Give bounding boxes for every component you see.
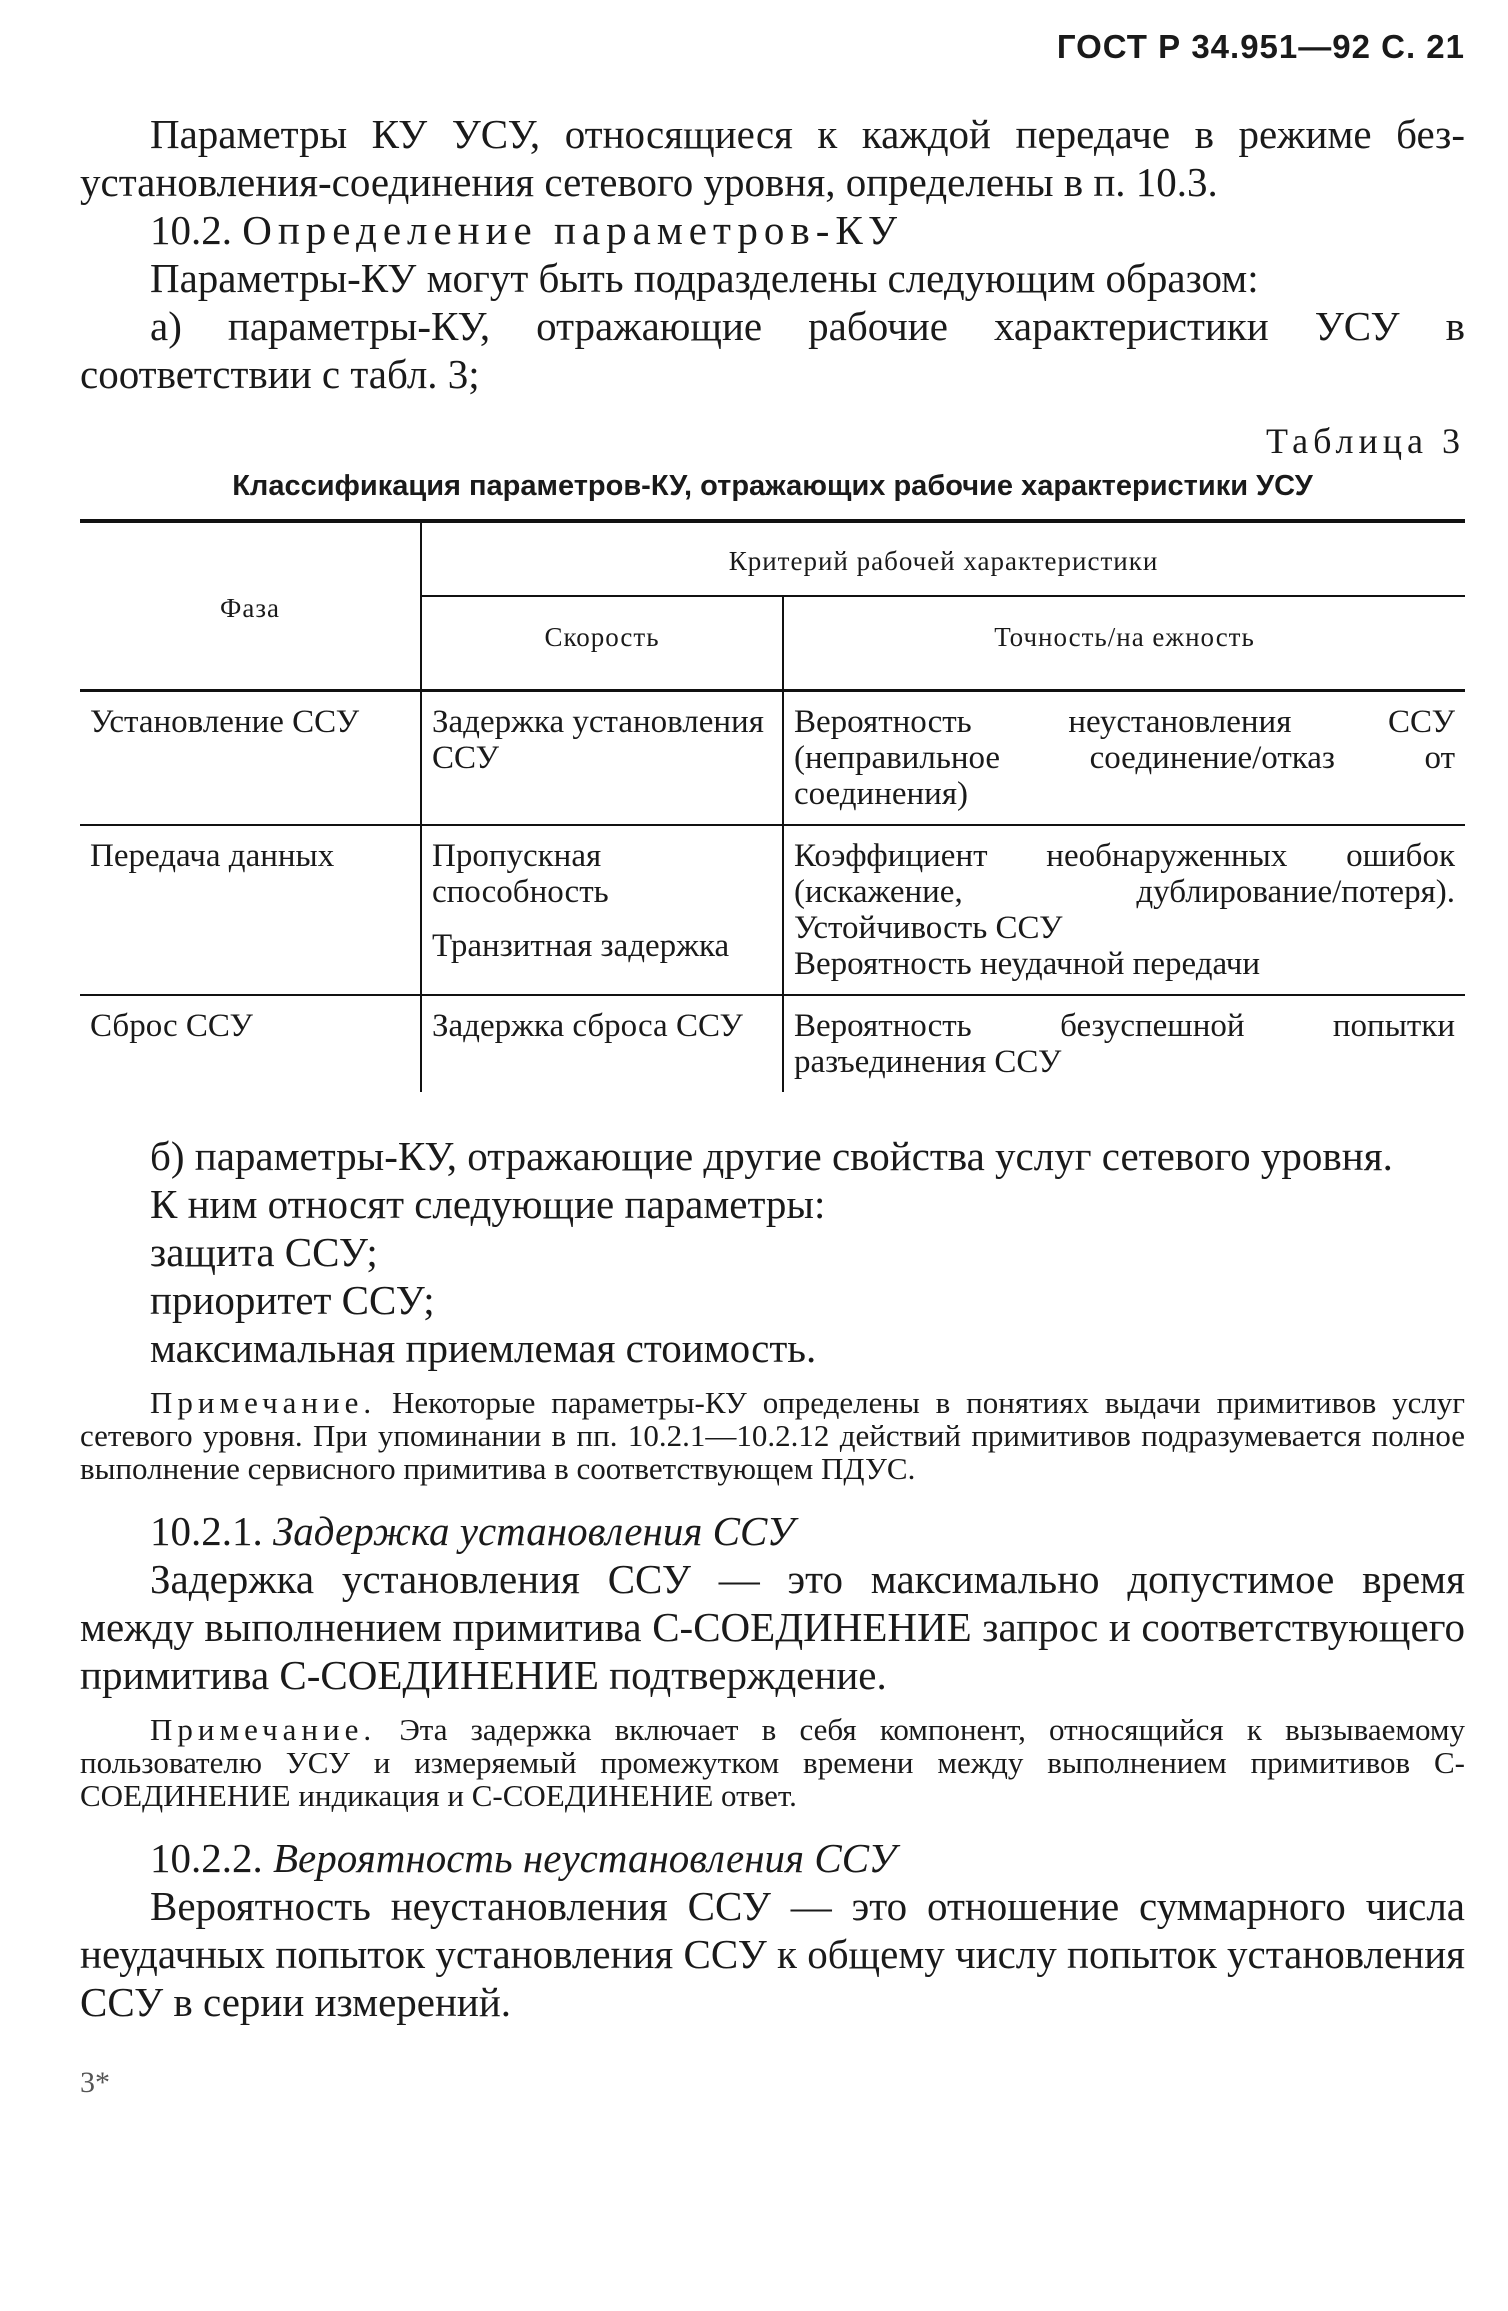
item-b: б) параметры-КУ, отражающие другие свойства услуг сетевого уровня. — [150, 1133, 1393, 1179]
cell-accuracy: Вероятность безуспешной попытки разъединения ССУ — [783, 995, 1465, 1092]
header-speed: Скорость — [421, 596, 783, 691]
table-row — [80, 691, 1465, 826]
cell-phase: Сброс ССУ — [90, 1008, 253, 1044]
cell-speed: Задержка сброса ССУ — [421, 995, 783, 1092]
cell-accuracy-item: Коэффициент необнаруженных ошибок (искажение, дублирование/потеря). Устойчивость ССУ — [794, 838, 1455, 946]
cell-accuracy: Вероятность неустановления ССУ (неправильное соединение/отказ от соединения) — [783, 691, 1465, 826]
cell-speed-item: Пропускная способность — [432, 838, 609, 910]
note-label: Примечание. — [150, 1712, 377, 1747]
cell-accuracy — [783, 825, 1465, 995]
list-item: защита ССУ; — [150, 1229, 378, 1275]
note-text: Эта задержка включает в себя компонент, относящийся к вызываемому пользователю УСУ и измеряемый промежутком времени между выполнением примитивов С-СОЕДИНЕНИЕ индикация и С-СОЕДИНЕНИЕ ответ. — [80, 1712, 1466, 1813]
section-title: Задержка установления ССУ — [273, 1508, 795, 1554]
cell-speed: Задержка установления ССУ — [421, 691, 783, 826]
cell-speed — [421, 825, 783, 995]
list-item: приоритет ССУ; — [150, 1277, 435, 1323]
cell-speed-item: Транзитная задержка — [432, 928, 730, 964]
qos-table — [80, 523, 1465, 1092]
section-10-2-2-heading — [80, 1834, 1465, 1882]
section-number: 10.2.1. — [150, 1508, 263, 1554]
note-2 — [80, 1713, 1465, 1812]
page-footer: 3* — [80, 2066, 110, 2099]
table-caption: Таблица 3 — [1266, 421, 1465, 461]
page-header: ГОСТ Р 34.951—92 С. 21 — [1056, 28, 1465, 65]
document-page — [80, 28, 1465, 2100]
table-row — [80, 825, 1465, 995]
list-item: максимальная приемлемая стоимость. — [150, 1325, 817, 1371]
section-10-2-heading — [80, 206, 1465, 254]
table-row — [80, 995, 1465, 1092]
cell-phase: Передача данных — [80, 825, 421, 995]
note-1 — [80, 1386, 1465, 1485]
item-a: а) параметры-КУ, отражающие рабочие характеристики УСУ в соответствии с табл. 3; — [80, 303, 1465, 397]
paragraph-10-2-1: Задержка установления ССУ — это максимально допустимое время между выполнением примитива С-СОЕДИНЕНИЕ запрос и соответствующего примитива С-СОЕДИНЕНИЕ подтверждение. — [80, 1556, 1465, 1698]
note-label: Примечание. — [150, 1385, 377, 1420]
section-number: 10.2. — [150, 207, 232, 253]
section-10-2-1-heading — [80, 1507, 1465, 1555]
divide-paragraph: Параметры-КУ могут быть подразделены следующим образом: — [150, 255, 1259, 301]
table-title: Классификация параметров-КУ, отражающих рабочие характеристики УСУ — [80, 470, 1465, 523]
header-phase: Фаза — [80, 523, 421, 691]
cell-phase: Установление ССУ — [80, 691, 421, 826]
section-number: 10.2.2. — [150, 1835, 263, 1881]
intro-paragraph: Параметры КУ УСУ, относящиеся к каждой передаче в режиме без-установления-соединения сетевого уровня, определены в п. 10.3. — [80, 111, 1465, 205]
paragraph-10-2-2: Вероятность неустановления ССУ — это отношение суммарного числа неудачных попыток установления ССУ к общему числу попыток установления ССУ в серии измерений. — [80, 1883, 1465, 2025]
header-accuracy: Точность/на ежность — [783, 596, 1465, 691]
cell-accuracy-item: Вероятность неудачной передачи — [794, 946, 1261, 982]
list-intro: К ним относят следующие параметры: — [150, 1181, 826, 1227]
section-title: Вероятность неустановления ССУ — [273, 1835, 897, 1881]
note-text: Некоторые параметры-КУ определены в понятиях выдачи примитивов услуг сетевого уровня. При упоминании в пп. 10.2.1—10.2.12 действий примитивов подразумевается полное выполнение сервисного примитива в соответствующем ПДУС. — [80, 1385, 1466, 1486]
header-criterion: Критерий рабочей характеристики — [421, 523, 1465, 596]
section-title: Определение параметров-КУ — [242, 207, 903, 253]
